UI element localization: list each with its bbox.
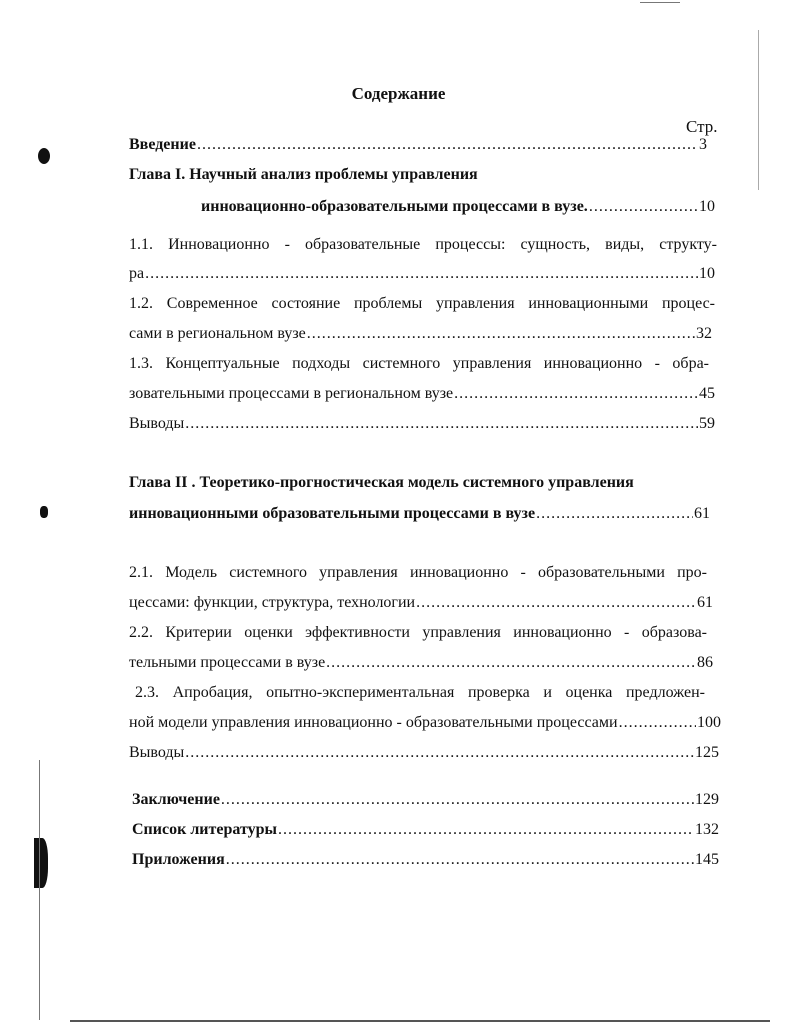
- toc-page: 100: [697, 714, 721, 731]
- toc-page: 10: [699, 265, 715, 282]
- chapter2-title-line1: Глава II . Теоретико-прогностическая модель системного управления: [129, 474, 634, 491]
- dot-leader: [307, 324, 695, 344]
- scan-mark-mid: [40, 506, 48, 518]
- dot-leader: [619, 713, 696, 733]
- toc-page: 59: [699, 415, 715, 432]
- dot-leader: [454, 384, 698, 404]
- scan-mark-bottom: [34, 838, 48, 888]
- toc-page: 10: [699, 198, 715, 215]
- toc-label: Список литературы: [132, 821, 277, 838]
- toc-entry-2-3: [129, 713, 721, 733]
- toc-entry-intro: [129, 135, 707, 155]
- toc-page: 61: [697, 594, 713, 611]
- section-2-3-line1: 2.3. Апробация, опытно-экспериментальная проверка и оценка предложен-: [135, 684, 705, 701]
- page-title: Содержание: [351, 84, 446, 103]
- toc-label: ной модели управления инновационно - образовательными процессами: [129, 714, 618, 731]
- toc-label: инновационными образовательными процессами в вузе: [129, 505, 536, 522]
- toc-label: сами в региональном вузе: [129, 325, 306, 342]
- toc-label: тельными процессами в вузе: [129, 654, 326, 671]
- toc-entry-1-2: [129, 324, 712, 344]
- toc-label: зовательными процессами в региональном вузе: [129, 385, 454, 402]
- toc-page: 145: [695, 851, 719, 868]
- dot-leader: [185, 743, 694, 763]
- dot-leader: [278, 820, 694, 840]
- toc-label: Введение: [129, 136, 196, 153]
- dot-leader: [197, 135, 698, 155]
- scan-line-left: [39, 760, 40, 1020]
- chapter1-title-line1: Глава I. Научный анализ проблемы управления: [129, 166, 478, 183]
- toc-entry-appendices: [132, 850, 719, 870]
- toc-label: инновационно-образовательными процессами в вузе.: [201, 198, 588, 215]
- dot-leader: [226, 850, 694, 870]
- dot-leader: [326, 653, 696, 673]
- section-2-1-line1: 2.1. Модель системного управления инновационно - образовательными про-: [129, 564, 707, 581]
- toc-entry-conclusion: [132, 790, 719, 810]
- toc-page: 61: [694, 505, 710, 522]
- page-column-label: Стр.: [686, 117, 718, 136]
- toc-entry-chapter1: [201, 197, 715, 217]
- section-1-1-line1: 1.1. Инновационно - образовательные процессы: сущность, виды, структу-: [129, 236, 717, 253]
- toc-page: 3: [699, 136, 707, 153]
- dot-leader: [416, 593, 696, 613]
- toc-entry-1-3: [129, 384, 715, 404]
- toc-page: 132: [695, 821, 719, 838]
- toc-entry-conclusions-2: [129, 743, 719, 763]
- dot-leader: [185, 414, 698, 434]
- toc-label: цессами: функции, структура, технологии: [129, 594, 416, 611]
- toc-page: 32: [696, 325, 712, 342]
- toc-page: 86: [697, 654, 713, 671]
- toc-label: Выводы: [129, 744, 185, 761]
- section-1-3-line1: 1.3. Концептуальные подходы системного управления инновационно - обра-: [129, 355, 709, 372]
- toc-page: 125: [695, 744, 719, 761]
- dot-leader: [221, 790, 694, 810]
- toc-entry-conclusions-1: [129, 414, 715, 434]
- dot-leader: [536, 504, 693, 524]
- toc-entry-references: [132, 820, 719, 840]
- scan-line-top: [640, 2, 680, 3]
- dot-leader: [589, 197, 698, 217]
- section-1-2-line1: 1.2. Современное состояние проблемы управления инновационными процес-: [129, 295, 715, 312]
- scan-line-right: [758, 30, 759, 190]
- toc-page: 45: [699, 385, 715, 402]
- toc-label: Заключение: [132, 791, 220, 808]
- dot-leader: [145, 264, 698, 284]
- toc-label: Выводы: [129, 415, 185, 432]
- section-2-2-line1: 2.2. Критерии оценки эффективности управления инновационно - образова-: [129, 624, 707, 641]
- toc-page: 129: [695, 791, 719, 808]
- toc-entry-chapter2: [129, 504, 710, 524]
- scan-mark-top: [38, 148, 50, 164]
- toc-entry-1-1: [129, 264, 715, 284]
- scan-line-bottom: [70, 1020, 770, 1022]
- toc-entry-2-2: [129, 653, 713, 673]
- toc-label: Приложения: [132, 851, 225, 868]
- toc-label: ра: [129, 265, 145, 282]
- toc-entry-2-1: [129, 593, 713, 613]
